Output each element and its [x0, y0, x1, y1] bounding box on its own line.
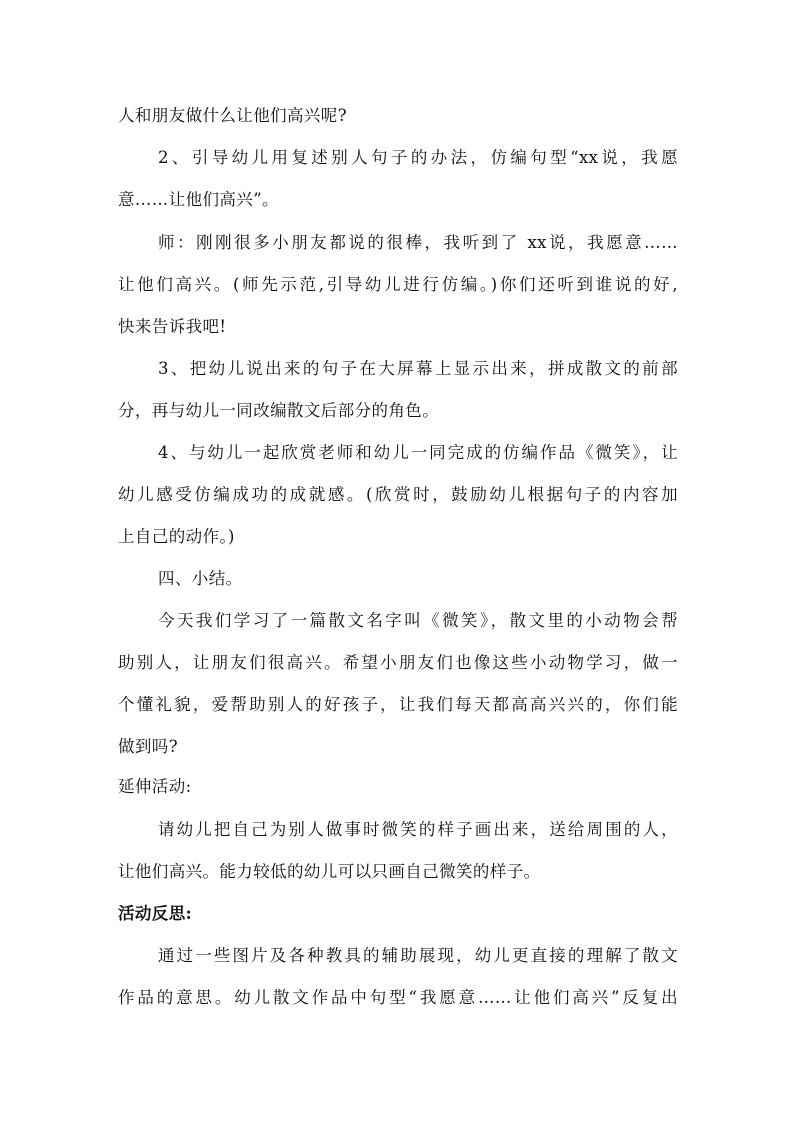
- paragraph-line: 意……让他们高兴”。: [118, 190, 279, 209]
- paragraph-line: 幼儿感受仿编成功的成就感。(欣赏时，鼓励幼儿根据句子的内容加: [118, 485, 678, 504]
- paragraph-line: 快来告诉我吧!: [118, 317, 227, 336]
- paragraph-line: 2、引导幼儿用复述别人句子的办法，仿编句型“xx说，我愿: [158, 148, 678, 167]
- section-heading: 延伸活动:: [118, 777, 192, 796]
- paragraph-line: 上自己的动作。): [118, 527, 235, 546]
- paragraph-line: 通过一些图片及各种教具的辅助展现，幼儿更直接的理解了散文: [158, 946, 678, 965]
- paragraph-line: 4、与幼儿一起欣赏老师和幼儿一同完成的仿编作品《微笑》，让: [158, 443, 678, 462]
- paragraph-line: 让他们高兴。能力较低的幼儿可以只画自己微笑的样子。: [118, 862, 541, 881]
- paragraph-line: 个懂礼貌，爱帮助别人的好孩子，让我们每天都高高兴兴的，你们能: [118, 695, 678, 714]
- paragraph-line: 人和朋友做什么让他们高兴呢?: [118, 106, 347, 125]
- paragraph-line: 让他们高兴。(师先示范,引导幼儿进行仿编。)你们还听到谁说的好,: [118, 275, 678, 294]
- paragraph-line: 做到吗?: [118, 737, 178, 756]
- paragraph-line: 3、把幼儿说出来的句子在大屏幕上显示出来，拼成散文的前部: [158, 359, 678, 378]
- paragraph-line: 师：刚刚很多小朋友都说的很棒，我听到了 xx说，我愿意……: [158, 233, 678, 252]
- paragraph-line: 分，再与幼儿一同改编散文后部分的角色。: [118, 401, 440, 420]
- paragraph-line: 请幼儿把自己为别人做事时微笑的样子画出来，送给周围的人，: [158, 820, 678, 839]
- section-heading: 活动反思:: [118, 904, 193, 923]
- paragraph-line: 今天我们学习了一篇散文名字叫《微笑》，散文里的小动物会帮: [158, 611, 678, 630]
- section-heading: 四、小结。: [158, 569, 243, 588]
- paragraph-line: 助别人，让朋友们很高兴。希望小朋友们也像这些小动物学习，做一: [118, 653, 678, 672]
- paragraph-line: 作品的意思。幼儿散文作品中句型“我愿意……让他们高兴”反复出: [118, 988, 678, 1007]
